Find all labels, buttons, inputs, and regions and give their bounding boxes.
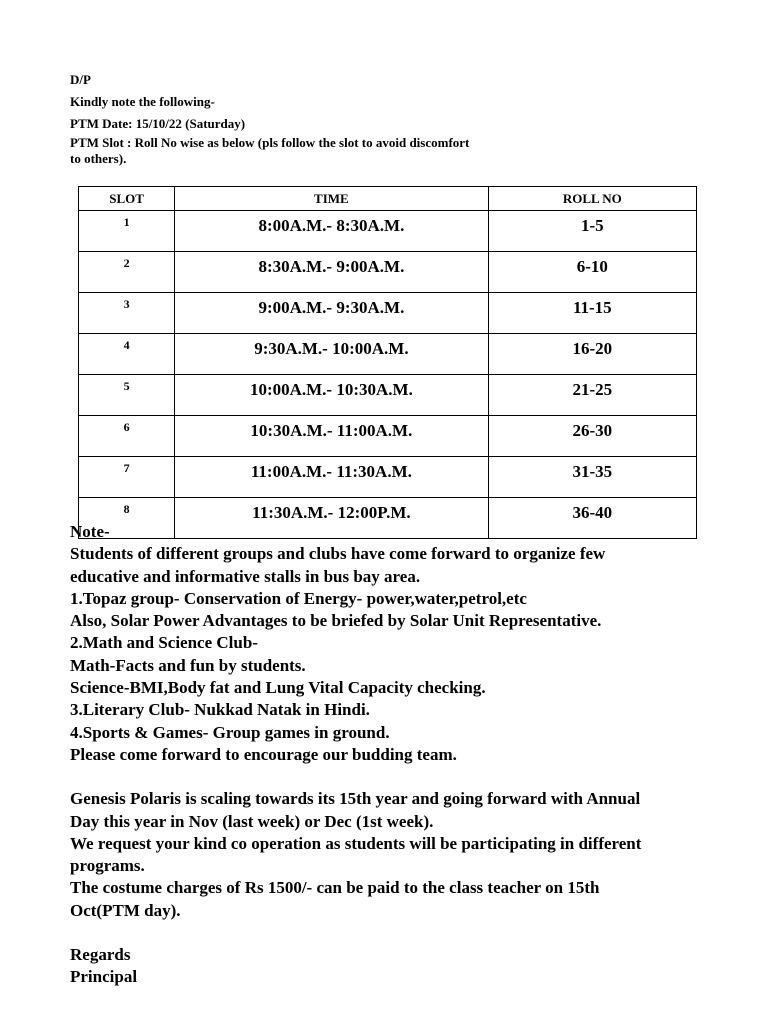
- cell-slot: 5: [79, 375, 175, 416]
- note-line: educative and informative stalls in bus bay area.: [70, 566, 421, 586]
- note-line: 2.Math and Science Club-: [70, 633, 258, 653]
- paragraph-gap: [70, 922, 730, 944]
- col-header-slot: SLOT: [79, 187, 175, 211]
- paragraph-gap: [70, 766, 730, 788]
- note-line: Science-BMI,Body fat and Lung Vital Capacity checking.: [70, 678, 486, 698]
- table-row: [79, 416, 697, 457]
- header-line-intro: Kindly note the following-: [70, 94, 215, 109]
- cell-slot: 1: [79, 211, 175, 252]
- cell-time: 9:30A.M.- 10:00A.M.: [175, 334, 489, 375]
- cell-slot: 8: [79, 498, 175, 539]
- cell-time: 10:30A.M.- 11:00A.M.: [175, 416, 489, 457]
- cell-roll-no: 31-35: [488, 457, 696, 498]
- header-line-ptm-slot-a: PTM Slot : Roll No wise as below (pls follow the slot to avoid discomfort: [70, 135, 470, 150]
- cell-time: 9:00A.M.- 9:30A.M.: [175, 293, 489, 334]
- header-line-dp: D/P: [70, 72, 91, 87]
- cell-roll-no: 36-40: [488, 498, 696, 539]
- note-line: 1.Topaz group- Conservation of Energy- power,water,petrol,etc: [70, 588, 527, 608]
- cell-roll-no: 16-20: [488, 334, 696, 375]
- note-line: 3.Literary Club- Nukkad Natak in Hindi.: [70, 700, 370, 720]
- cell-time: 8:30A.M.- 9:00A.M.: [175, 252, 489, 293]
- table-row: [79, 334, 697, 375]
- annual-day-line: Day this year in Nov (last week) or Dec (1st week).: [70, 811, 434, 831]
- cell-time: 11:00A.M.- 11:30A.M.: [175, 457, 489, 498]
- cell-slot: 6: [79, 416, 175, 457]
- notes-section: [70, 521, 730, 989]
- annual-day-line: programs.: [70, 856, 145, 876]
- header-line-ptm-slot-b: to others).: [70, 151, 127, 166]
- cell-roll-no: 11-15: [488, 293, 696, 334]
- signoff-regards: Regards: [70, 945, 131, 965]
- col-header-roll-no: ROLL NO: [488, 187, 696, 211]
- cell-time: 8:00A.M.- 8:30A.M.: [175, 211, 489, 252]
- table-row: [79, 252, 697, 293]
- table-row: [79, 293, 697, 334]
- note-line: Math-Facts and fun by students.: [70, 655, 306, 675]
- header-line-ptm-date: PTM Date: 15/10/22 (Saturday): [70, 116, 246, 131]
- annual-day-line: Genesis Polaris is scaling towards its 15th year and going forward with Annual: [70, 789, 641, 809]
- annual-day-line: We request your kind co operation as students will be participating in different: [70, 833, 642, 853]
- cell-time: 11:30A.M.- 12:00P.M.: [175, 498, 489, 539]
- note-heading: Note-: [70, 522, 110, 541]
- cell-slot: 7: [79, 457, 175, 498]
- table-row: [79, 211, 697, 252]
- cell-slot: 3: [79, 293, 175, 334]
- table-header-row: [79, 187, 697, 211]
- table-row: [79, 375, 697, 416]
- header-line-ptm-slot: [70, 135, 630, 167]
- note-line: Students of different groups and clubs have come forward to organize few: [70, 544, 606, 564]
- cell-slot: 4: [79, 334, 175, 375]
- note-line: 4.Sports & Games- Group games in ground.: [70, 722, 390, 742]
- note-line: Please come forward to encourage our budding team.: [70, 744, 457, 764]
- annual-day-line: The costume charges of Rs 1500/- can be paid to the class teacher on 15th: [70, 878, 600, 898]
- cell-roll-no: 1-5: [488, 211, 696, 252]
- signoff-principal: Principal: [70, 967, 138, 987]
- cell-time: 10:00A.M.- 10:30A.M.: [175, 375, 489, 416]
- note-line: Also, Solar Power Advantages to be briefed by Solar Unit Representative.: [70, 611, 602, 631]
- slot-table: [78, 186, 697, 539]
- cell-roll-no: 21-25: [488, 375, 696, 416]
- col-header-time: TIME: [175, 187, 489, 211]
- cell-slot: 2: [79, 252, 175, 293]
- annual-day-line: Oct(PTM day).: [70, 900, 181, 920]
- cell-roll-no: 6-10: [488, 252, 696, 293]
- table-row: [79, 457, 697, 498]
- cell-roll-no: 26-30: [488, 416, 696, 457]
- notice-header: [70, 69, 630, 167]
